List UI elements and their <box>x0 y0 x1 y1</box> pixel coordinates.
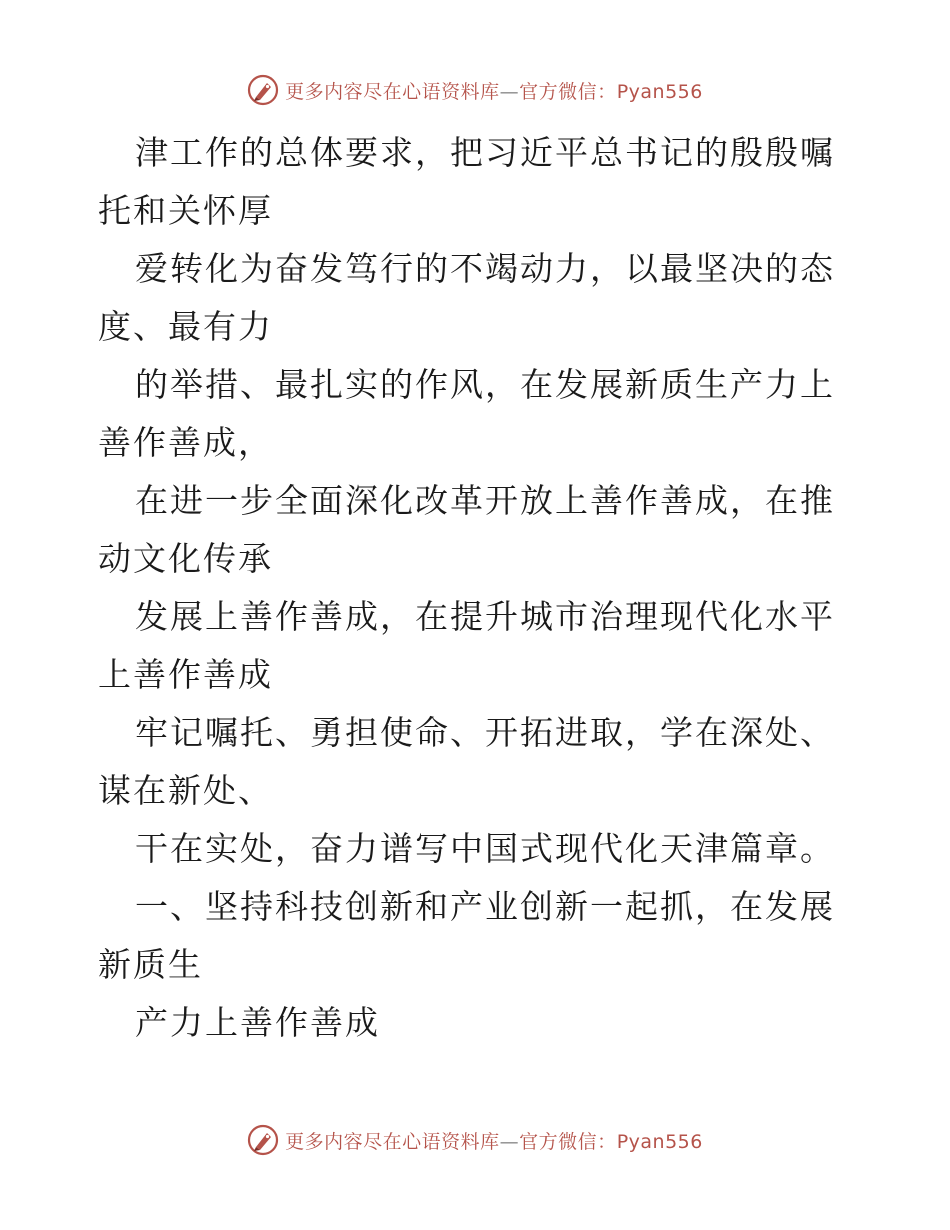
document-body <box>98 124 858 1052</box>
paragraph-6: 牢记嘱托、勇担使命、开拓进取，学在深处、谋在新处、 <box>98 713 835 810</box>
watermark-brand: 更多内容尽在心语资料库 <box>285 1130 500 1153</box>
section-heading-1: 一、坚持科技创新和产业创新一起抓，在发展新质生 <box>98 887 835 984</box>
watermark-text <box>285 1127 703 1154</box>
watermark-text <box>285 77 703 104</box>
paragraph-1: 津工作的总体要求，把习近平总书记的殷殷嘱托和关怀厚 <box>98 133 835 230</box>
header-watermark-banner <box>0 72 950 108</box>
paragraph-3: 的举措、最扎实的作风，在发展新质生产力上善作善成， <box>98 365 835 462</box>
footer-watermark-banner <box>0 1122 950 1158</box>
watermark-wechat-label: 官方微信： <box>519 80 617 103</box>
watermark-separator: — <box>499 1130 520 1153</box>
watermark-wechat-label: 官方微信： <box>519 1130 617 1153</box>
paragraph-5: 发展上善作善成，在提升城市治理现代化水平上善作善成 <box>98 597 835 694</box>
watermark-wechat-id: Pyan556 <box>616 1130 703 1153</box>
watermark-brand: 更多内容尽在心语资料库 <box>285 80 500 103</box>
pen-nib-logo-icon <box>247 74 279 106</box>
paragraph-8: 产力上善作善成 <box>135 1003 380 1042</box>
paragraph-2: 爱转化为奋发笃行的不竭动力，以最坚决的态度、最有力 <box>98 249 835 346</box>
pen-nib-logo-icon <box>247 1124 279 1156</box>
watermark-separator: — <box>499 80 520 103</box>
watermark-wechat-id: Pyan556 <box>616 80 703 103</box>
paragraph-4: 在进一步全面深化改革开放上善作善成，在推动文化传承 <box>98 481 835 578</box>
paragraph-7: 干在实处，奋力谱写中国式现代化天津篇章。 <box>135 829 835 868</box>
